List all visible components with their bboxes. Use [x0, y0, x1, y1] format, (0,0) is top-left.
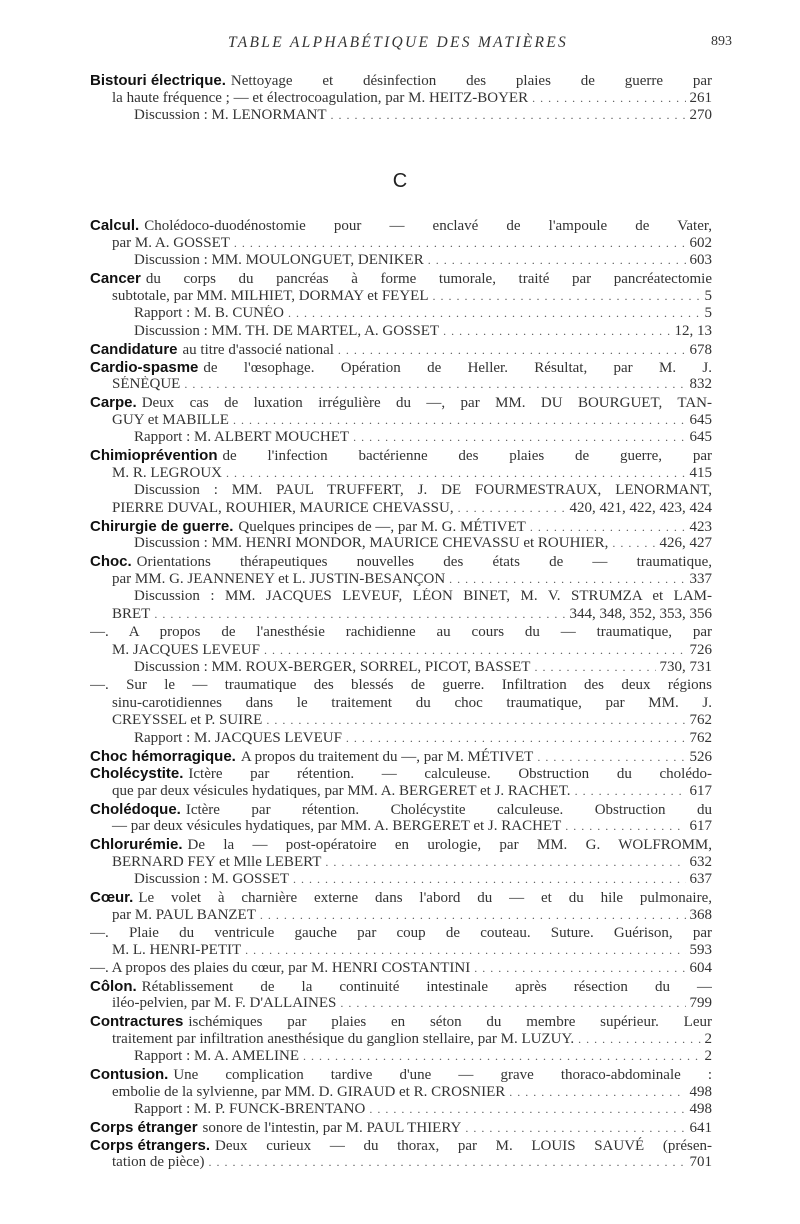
page-reference: 730, 731	[659, 659, 712, 676]
dot-leader	[474, 960, 685, 978]
entry-text: De la — post-opératoire en urologie, par MM. G. WOLFROMM,	[187, 837, 712, 854]
entry-text: Rapport : M. A. AMELINE	[134, 1048, 299, 1065]
index-line	[90, 500, 712, 518]
dot-leader	[532, 90, 685, 108]
index-line	[90, 394, 712, 412]
entry-text: Deux cas de luxation irrégulière du —, par MM. DU BOURGUET, TAN-	[141, 394, 712, 411]
index-line	[90, 359, 712, 377]
entry-text: — par deux vésicules hydatiques, par MM. A. BERGERET et J. RACHET	[112, 818, 562, 835]
index-line	[90, 889, 712, 907]
page-reference: 5	[704, 287, 712, 304]
entry-text: M. L. HENRI-PETIT	[112, 942, 242, 959]
index-line	[90, 695, 712, 713]
index-line	[90, 925, 712, 943]
entry-text: Ictère par rétention. Cholécystite calculeuse. Obstruction du	[185, 801, 712, 818]
entry-text: M. JACQUES LEVEUF	[112, 641, 260, 658]
index-line	[90, 107, 712, 125]
dot-leader	[433, 288, 701, 306]
index-line	[90, 712, 712, 730]
entry-text: embolie de la sylvienne, par MM. D. GIRAUD et R. CROSNIER	[112, 1083, 506, 1100]
entry-heading: Cholédoque.	[90, 800, 181, 818]
page-reference: 498	[689, 1101, 712, 1118]
dot-leader	[428, 252, 686, 270]
entry-heading: Chirurgie de guerre.	[90, 517, 234, 535]
page-reference: 762	[689, 729, 712, 746]
page-reference: 426, 427	[659, 535, 712, 552]
dot-leader	[534, 659, 655, 677]
index-line	[90, 783, 712, 801]
page-reference: 762	[689, 712, 712, 729]
index-line	[90, 677, 712, 695]
entry-text: Discussion : MM. HENRI MONDOR, MAURICE CHEVASSU et ROUHIER,	[134, 535, 609, 552]
entry-heading: Contusion.	[90, 1066, 169, 1083]
entry-text: de l'œsophage. Opération de Heller. Résultat, par M. J.	[203, 359, 712, 376]
entry-text: Discussion : MM. MOULONGUET, DENIKER	[134, 252, 424, 269]
index-line	[90, 748, 712, 766]
page-reference: 645	[689, 429, 712, 446]
dot-leader	[234, 235, 686, 253]
dot-leader	[184, 376, 685, 394]
dot-leader	[208, 1154, 685, 1172]
entry-text: Discussion : MM. TH. DE MARTEL, A. GOSSET	[134, 323, 440, 340]
page-reference: 12, 13	[674, 323, 712, 340]
index-line	[90, 1048, 712, 1066]
index-block-c	[90, 217, 712, 1172]
page-reference: 617	[689, 783, 712, 799]
index-line	[90, 730, 712, 748]
index-line	[90, 960, 712, 978]
entry-heading: Côlon.	[90, 977, 137, 995]
page-reference: 701	[689, 1154, 712, 1171]
dot-leader	[465, 1120, 685, 1137]
page-reference: 637	[689, 871, 712, 888]
entry-text: sonore de l'intestin, par M. PAUL THIERY	[202, 1120, 462, 1137]
dot-leader	[530, 519, 686, 536]
entry-text: PIERRE DUVAL, ROUHIER, MAURICE CHEVASSU,	[112, 500, 454, 516]
entry-text: iléo-pelvien, par M. F. D'ALLAINES	[112, 995, 337, 1012]
page-reference: 415	[689, 464, 712, 481]
dot-leader	[449, 571, 685, 589]
index-line	[90, 341, 712, 359]
entry-text: la haute fréquence ; — et électrocoagulation, par M. HEITZ-BOYER	[112, 89, 529, 106]
entry-text: ischémiques par plaies en séton du membre supérieur. Leur	[188, 1013, 712, 1030]
index-line	[90, 588, 712, 606]
page-reference: 617	[689, 818, 712, 835]
page-reference: 602	[689, 234, 712, 251]
index-line	[90, 1066, 712, 1084]
index-line	[90, 412, 712, 430]
entry-heading: Choc hémorragique.	[90, 747, 236, 765]
entry-text: par M. A. GOSSET	[112, 234, 230, 251]
dot-leader	[325, 854, 685, 872]
entry-heading: Corps étranger	[90, 1119, 198, 1137]
dot-leader	[458, 500, 566, 518]
index-line	[90, 252, 712, 270]
index-line	[90, 1137, 712, 1155]
page-reference: 261	[689, 89, 712, 106]
entry-text: Deux curieux — du thorax, par M. LOUIS SAUVÉ (présen-	[215, 1137, 712, 1154]
page-reference: 645	[689, 411, 712, 428]
index-line	[90, 270, 712, 288]
page-reference: 420, 421, 422, 423, 424	[569, 500, 712, 516]
entry-text: Rapport : M. ALBERT MOUCHET	[134, 429, 350, 446]
dot-leader	[264, 642, 686, 660]
page-reference: 368	[689, 906, 712, 923]
dot-leader	[369, 1101, 685, 1119]
page-reference: 603	[689, 252, 712, 269]
index-line	[90, 376, 712, 394]
dot-leader	[537, 749, 685, 766]
entry-heading: Cancer	[90, 270, 141, 288]
entry-text: du corps du pancréas à forme tumorale, traité par pancréatectomie	[145, 271, 712, 288]
index-line	[90, 553, 712, 571]
index-line	[90, 72, 712, 90]
entry-text: SÉNÈQUE	[112, 376, 181, 393]
entry-text: tation de pièce)	[112, 1154, 205, 1171]
index-line	[90, 1013, 712, 1031]
entry-text: traitement par infiltration anesthésique du ganglion stellaire, par M. LUZUY.	[112, 1030, 575, 1047]
index-line	[90, 1154, 712, 1172]
page-reference: 337	[689, 570, 712, 587]
index-line	[90, 818, 712, 836]
dot-leader	[565, 818, 685, 836]
index-line	[90, 447, 712, 465]
index-line	[90, 535, 712, 553]
index-line	[90, 871, 712, 889]
index-line	[90, 90, 712, 108]
entry-text: de l'infection bactérienne des plaies de guerre, par	[222, 447, 712, 464]
page-reference: 270	[689, 107, 712, 124]
index-line	[90, 288, 712, 306]
dot-leader	[578, 1031, 700, 1049]
dot-leader	[288, 305, 701, 323]
page-reference: 641	[689, 1120, 712, 1137]
entry-heading: Contractures	[90, 1012, 184, 1030]
page-reference: 832	[689, 376, 712, 393]
entry-text: par MM. G. JEANNENEY et L. JUSTIN-BESANÇON	[112, 570, 446, 587]
entry-text: par M. PAUL BANZET	[112, 906, 256, 923]
entry-text: Une complication tardive d'une — grave thoraco-abdominale :	[173, 1067, 712, 1083]
dot-leader	[154, 606, 565, 624]
entry-heading: Calcul.	[90, 217, 140, 234]
entry-text: —. Sur le — traumatique des blessés de guerre. Infiltration des deux régions	[90, 676, 712, 693]
entry-heading: Bistouri électrique.	[90, 72, 226, 89]
entry-text: Discussion : MM. ROUX-BERGER, SORREL, PICOT, BASSET	[134, 659, 531, 676]
page-reference: 2	[704, 1048, 712, 1065]
page-reference: 423	[689, 518, 712, 535]
entry-text: A propos du traitement du —, par M. MÉTIVET	[240, 748, 534, 765]
index-line	[90, 571, 712, 589]
dot-leader	[443, 323, 670, 341]
index-line	[90, 305, 712, 323]
entry-text: Orientations thérapeutiques nouvelles des états de — traumatique,	[136, 554, 712, 571]
entry-text: Discussion : M. LENORMANT	[134, 107, 327, 124]
entry-text: Discussion : M. GOSSET	[134, 871, 290, 888]
entry-heading: Chlorurémie.	[90, 836, 183, 854]
entry-text: au titre d'associé national	[182, 341, 334, 358]
page-reference: 678	[689, 341, 712, 358]
section-letter: C	[392, 170, 408, 192]
page-reference: 726	[689, 641, 712, 658]
dot-leader	[346, 730, 686, 748]
entry-text: Discussion : MM. JACQUES LEVEUF, LÉON BINET, M. V. STRUMZA et LAM-	[134, 588, 712, 605]
dot-leader	[303, 1048, 701, 1066]
page-reference: 799	[689, 995, 712, 1012]
dot-leader	[226, 465, 685, 483]
index-line	[90, 854, 712, 872]
index-line	[90, 235, 712, 253]
entry-heading: Cardio-spasme	[90, 358, 199, 376]
page-reference: 604	[689, 959, 712, 976]
page-reference: 498	[689, 1083, 712, 1100]
running-head	[0, 34, 800, 58]
page-number: 893	[711, 34, 732, 49]
entry-heading: Corps étrangers.	[90, 1136, 211, 1154]
running-title: TABLE ALPHABÉTIQUE DES MATIÈRES	[228, 34, 569, 51]
dot-leader	[260, 907, 686, 925]
entry-heading: Choc.	[90, 553, 132, 571]
index-line	[90, 642, 712, 660]
entry-text: Rapport : M. B. CUNÉO	[134, 305, 284, 322]
entry-text: —. Plaie du ventricule gauche par coup de couteau. Suture. Guérison, par	[90, 924, 712, 941]
page-reference: 344, 348, 352, 353, 356	[569, 606, 712, 623]
entry-heading: Cœur.	[90, 889, 134, 907]
dot-leader	[245, 942, 685, 960]
entry-heading: Chimioprévention	[90, 446, 218, 464]
entry-text: Ictère par rétention. — calculeuse. Obstruction du cholédo-	[188, 766, 712, 783]
dot-leader	[338, 342, 686, 359]
page-reference: 2	[704, 1030, 712, 1047]
dot-leader	[612, 535, 655, 553]
index-line	[90, 942, 712, 960]
index-line	[90, 1031, 712, 1049]
dot-leader	[293, 871, 685, 889]
index-line	[90, 217, 712, 235]
entry-text: BRET	[112, 606, 151, 623]
entry-text: GUY et MABILLE	[112, 411, 229, 428]
index-line	[90, 907, 712, 925]
entry-text: M. R. LEGROUX	[112, 464, 223, 481]
entry-heading: Cholécystite.	[90, 765, 184, 783]
dot-leader	[331, 107, 686, 125]
index-line	[90, 765, 712, 783]
dot-leader	[575, 783, 686, 801]
page-reference: 632	[689, 853, 712, 870]
index-line	[90, 1084, 712, 1102]
dot-leader	[340, 995, 685, 1013]
dot-leader	[509, 1084, 685, 1102]
entry-text: Le volet à charnière externe dans l'abord du — et du hile pulmonaire,	[138, 890, 712, 907]
index-line	[90, 323, 712, 341]
index-line	[90, 606, 712, 624]
entry-heading: Candidature	[90, 340, 178, 358]
index-line	[90, 482, 712, 500]
entry-text: subtotale, par MM. MILHIET, DORMAY et FEYEL	[112, 287, 429, 304]
page-reference: 593	[689, 942, 712, 959]
dot-leader	[233, 412, 686, 430]
entry-text: —. A propos de l'anesthésie rachidienne au cours du — traumatique, par	[90, 623, 712, 640]
index-line	[90, 978, 712, 996]
entry-text: Cholédoco-duodénostomie pour — enclavé de l'ampoule de Vater,	[144, 218, 712, 234]
entry-text: —. A propos des plaies du cœur, par M. HENRI COSTANTINI	[90, 959, 471, 976]
entry-text: sinu-carotidiennes dans le traitement du choc traumatique, par MM. J.	[112, 694, 712, 711]
entry-heading: Carpe.	[90, 393, 137, 411]
index-line	[90, 1101, 712, 1119]
index-line	[90, 995, 712, 1013]
index-line	[90, 1119, 712, 1137]
entry-text: Nettoyage et désinfection des plaies de guerre par	[230, 73, 712, 89]
entry-text: Rapport : M. P. FUNCK-BRENTANO	[134, 1101, 366, 1118]
entry-text: Rétablissement de la continuité intestinale après résection du —	[141, 978, 712, 995]
entry-text: CREYSSEL et P. SUIRE	[112, 712, 263, 729]
page-reference: 5	[704, 305, 712, 322]
index-line	[90, 518, 712, 536]
entry-text: Quelques principes de —, par M. G. MÉTIVET	[238, 518, 526, 535]
entry-text: BERNARD FEY et Mlle LEBERT	[112, 853, 322, 870]
page-reference: 526	[689, 748, 712, 765]
index-block-b	[90, 72, 712, 125]
dot-leader	[266, 712, 685, 730]
index-line	[90, 624, 712, 642]
index-line	[90, 659, 712, 677]
index-line	[90, 429, 712, 447]
dot-leader	[353, 429, 685, 447]
index-line	[90, 465, 712, 483]
entry-text: que par deux vésicules hydatiques, par MM. A. BERGERET et J. RACHET.	[112, 783, 571, 799]
entry-text: Rapport : M. JACQUES LEVEUF	[134, 729, 342, 746]
index-line	[90, 801, 712, 819]
index-line	[90, 836, 712, 854]
entry-text: Discussion : MM. PAUL TRUFFERT, J. DE FOURMESTRAUX, LENORMANT,	[134, 482, 712, 499]
